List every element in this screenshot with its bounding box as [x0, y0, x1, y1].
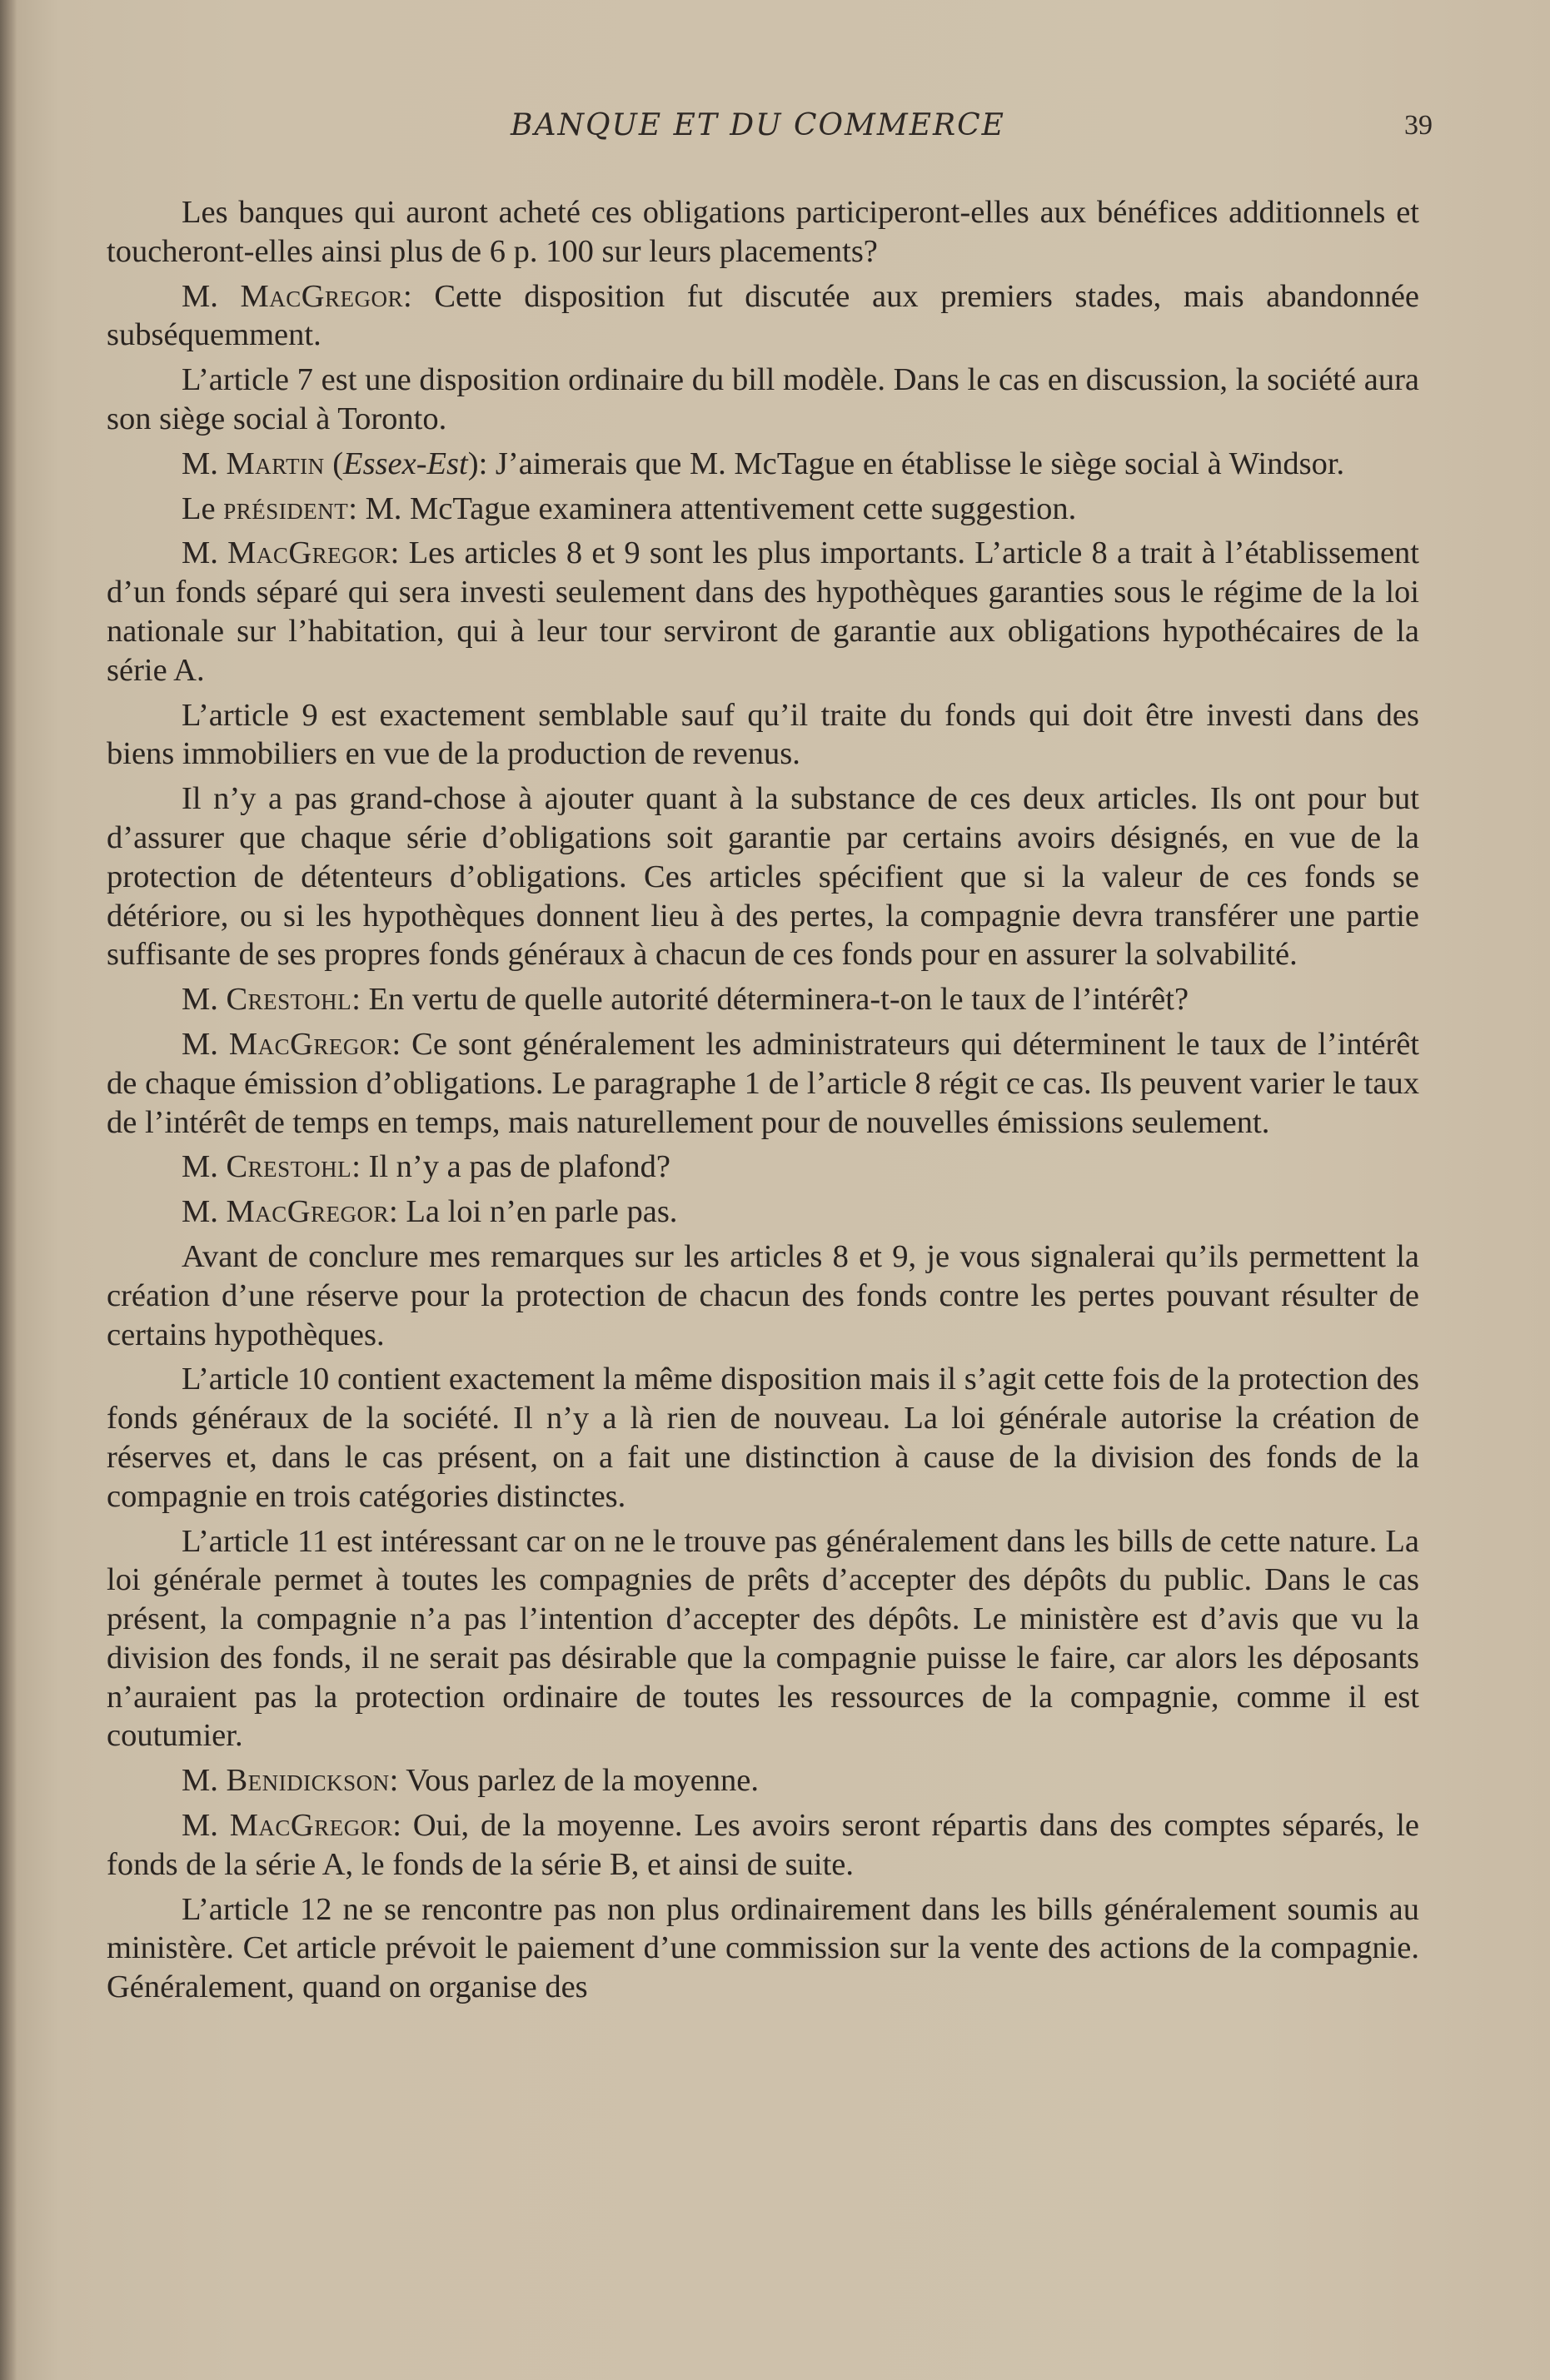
speaker-prefix: M. [182, 1026, 218, 1062]
speaker-name: MacGregor [240, 278, 404, 314]
paragraph [107, 1192, 1419, 1232]
speaker-name: MacGregor [226, 1194, 390, 1230]
speaker-name: Crestohl [226, 1149, 352, 1185]
speaker-name: Crestohl [226, 982, 352, 1018]
speaker-name: MacGregor [228, 1026, 392, 1062]
speaker-separator: : [391, 1026, 401, 1062]
paragraph [107, 980, 1419, 1019]
paragraph [107, 1237, 1419, 1354]
paragraph-text: L’article 7 est une disposition ordinaire du bill modèle. Dans le cas en discussion, la société aura son siège social à Toronto. [107, 362, 1419, 436]
speaker-separator: : [390, 535, 400, 571]
paragraph-text: Ce sont généralement les administrateurs qui déterminent le taux de l’intérêt de chaque émission d’obligations. Le paragraphe 1 de l’article 8 régit ce cas. Ils peuvent varier le taux de l’intérêt de temps en temps, mais naturellement pour de nouvelles émissions seulement. [107, 1026, 1420, 1140]
paragraph-text: Oui, de la moyenne. Les avoirs seront répartis dans des comptes séparés, le fonds de la série A, le fonds de la série B, et ainsi de suite. [107, 1808, 1420, 1882]
paragraph [107, 1890, 1419, 2007]
paragraph-text: Cette disposition fut discutée aux premiers stades, mais abandonnée subséquemment. [107, 278, 1420, 353]
paragraph [107, 534, 1419, 690]
paragraph [107, 1025, 1419, 1142]
speaker-prefix: M. [182, 278, 218, 314]
paragraph [107, 1148, 1419, 1187]
paragraph [107, 1360, 1419, 1516]
speaker-name: Martin [226, 446, 325, 481]
speaker-separator: : [351, 982, 361, 1018]
speaker-name: MacGregor [229, 1808, 393, 1844]
speaker-prefix: Le [182, 490, 216, 526]
speaker-prefix: M. [182, 446, 218, 481]
speaker-prefix: M. [182, 535, 218, 571]
speaker-separator: : [389, 1194, 398, 1230]
paragraph-text: J’aimerais que M. McTague en établisse le siège social à Windsor. [495, 446, 1345, 481]
paragraph-text: M. McTague examinera attentivement cette suggestion. [365, 490, 1077, 526]
paragraph-text: L’article 12 ne se rencontre pas non plus ordinairement dans les bills généralement soumis au ministère. Cet article prévoit le paiement d’une commission sur la vente des actions de la compagnie. Généralement, quand on organise des [107, 1891, 1419, 2005]
paragraph [107, 277, 1419, 356]
paragraph [107, 490, 1419, 529]
binding-edge [0, 0, 17, 2380]
paragraph [107, 1761, 1419, 1800]
paragraph-text: La loi n’en parle pas. [406, 1194, 678, 1230]
running-head: BANQUE ET DU COMMERCE [511, 108, 1005, 142]
paragraph-text: Il n’y a pas grand-chose à ajouter quant à la substance de ces deux articles. Ils ont pour but d’assurer que chaque série d’obligations soit garantie par certains avoirs désignés, en vue de la protection de détenteurs d’obligations. Ces articles spécifient que si la valeur de ces fonds se détériore, ou si les hypothèques donnent lieu à des pertes, la compagnie devra transférer une partie suffisante de ses propres fonds généraux à chacun de ces fonds pour en assurer la solvabilité. [107, 781, 1419, 973]
page-number: 39 [1404, 110, 1433, 141]
speaker-separator: : [348, 490, 357, 526]
paragraph-text: En vertu de quelle autorité déterminera-t-on le taux de l’intérêt? [368, 982, 1189, 1018]
speaker-prefix: M. [182, 1763, 218, 1799]
paragraph [107, 193, 1419, 271]
paragraph [107, 696, 1419, 774]
speaker-separator: : [389, 1763, 399, 1799]
paragraph [107, 779, 1419, 974]
paragraph: M. Martin (Essex-Est): J’aimerais que M. McTague en établisse le siège social à Windsor. [182, 446, 1345, 481]
body-text [107, 193, 1419, 2013]
paragraph [107, 1806, 1419, 1885]
paragraph-text: L’article 10 contient exactement la même disposition mais il s’agit cette fois de la protection des fonds généraux de la société. Il n’y a là rien de nouveau. La loi générale autorise la création de réserves et, dans le cas présent, on a fait une distinction à cause de la division des fonds de la compagnie en trois catégories distinctes. [107, 1362, 1419, 1514]
speaker-prefix: M. [182, 982, 218, 1018]
speaker-separator: : [403, 278, 412, 314]
speaker-prefix: M. [182, 1808, 218, 1844]
speaker-separator: : [392, 1808, 401, 1844]
paragraph-text: Il n’y a pas de plafond? [368, 1149, 670, 1185]
paragraph-text: Les banques qui auront acheté ces obligations participeront-elles aux bénéfices additionnels et toucheront-elles ainsi plus de 6 p. 100 sur leurs placements? [107, 195, 1419, 269]
speaker-name: Benidickson [226, 1763, 390, 1799]
speaker-separator: : [478, 446, 488, 481]
speaker-prefix: M. [182, 1149, 218, 1185]
paragraph-text: Les articles 8 et 9 sont les plus importants. L’article 8 a trait à l’établissement d’un fonds séparé qui sera investi seulement dans des hypothèques garanties sous le régime de la loi nationale sur l’habitation, qui à leur tour serviront de garantie aux obligations hypothécaires de la série A. [107, 535, 1420, 688]
speaker-name: MacGregor [227, 535, 391, 571]
speaker-separator: : [351, 1149, 361, 1185]
paragraph [107, 361, 1419, 439]
paragraph-text: L’article 11 est intéressant car on ne le trouve pas généralement dans les bills de cette nature. La loi générale permet à toutes les compagnies de prêts d’accepter des dépôts du public. Dans le cas présent, la compagnie n’a pas l’intention d’accepter des dépôts. Le ministère est d’avis que vu la division des fonds, il ne serait pas désirable que la compagnie puisse le faire, car alors les déposants n’auraient pas la protection ordinaire de toutes les ressources de la compagnie, comme il est coutumier. [107, 1523, 1419, 1754]
speaker-prefix: M. [182, 1194, 218, 1230]
paragraph-text: Avant de conclure mes remarques sur les articles 8 et 9, je vous signalerai qu’ils permettent la création d’une réserve pour la protection de chacun des fonds contre les pertes pouvant résulter de certains hypothèques. [107, 1238, 1419, 1352]
speaker-role: président [223, 490, 349, 526]
paragraph [107, 1522, 1419, 1756]
speaker-riding: Essex-Est [343, 446, 468, 481]
paragraph-text: L’article 9 est exactement semblable sauf qu’il traite du fonds qui doit être investi dans des biens immobiliers en vue de la production de revenus. [107, 697, 1419, 772]
paragraph-text: Vous parlez de la moyenne. [406, 1763, 760, 1799]
